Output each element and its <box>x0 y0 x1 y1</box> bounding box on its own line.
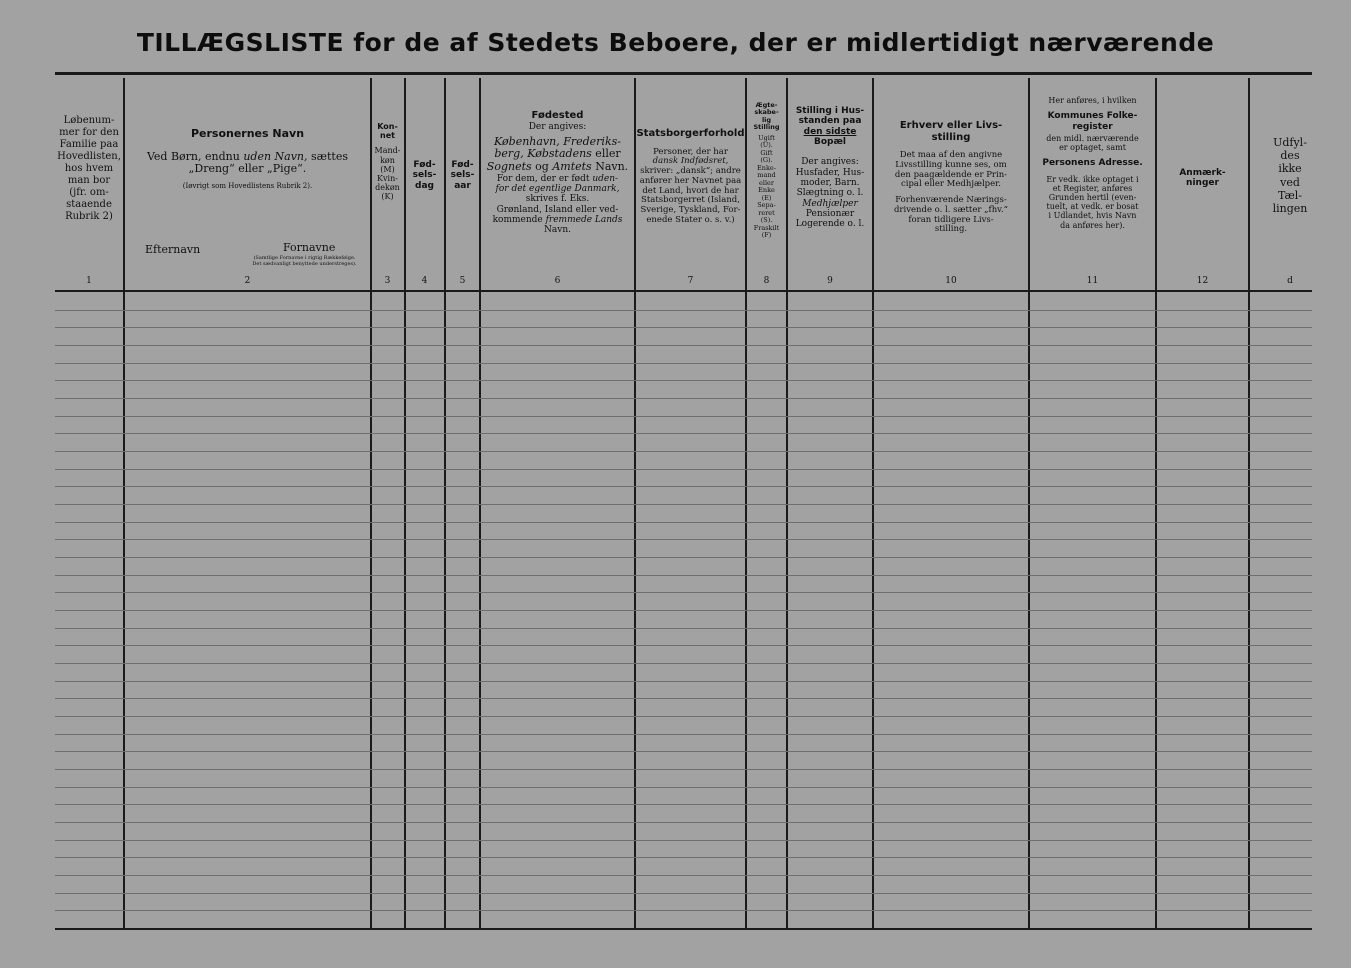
col-7-line: skriver: „dansk“; andre <box>640 166 741 177</box>
bottom-rule <box>55 928 1312 930</box>
col-7-line: Sverige, Tyskland, For- <box>640 205 741 216</box>
col-3-heading: Kon- <box>377 122 398 131</box>
col-6-line: skrives f. Eks. <box>525 194 590 205</box>
col-8-heading: skabe- <box>754 108 779 117</box>
col-2-line1: Ved Børn, endnu uden Navn, sættes <box>146 149 348 163</box>
col-3-line: (M) <box>380 164 395 174</box>
col-1-line: Løbenum- <box>63 115 115 126</box>
col-1-line: Rubrik 2) <box>65 211 113 222</box>
row-rule <box>55 822 1312 823</box>
row-rule <box>55 751 1312 752</box>
col-d-line: Udfyl- <box>1273 136 1307 149</box>
col-8-line: Sepa- <box>757 201 776 210</box>
row-rule <box>55 469 1312 470</box>
col-6-heading: Fødested <box>531 110 584 121</box>
col-9-heading: den sidste <box>803 126 857 137</box>
row-rule <box>55 698 1312 699</box>
row-rule <box>55 681 1312 682</box>
col-11-line: Grunden hertil (even- <box>1048 192 1137 202</box>
col-11-heading2: Personens Adresse. <box>1042 158 1143 169</box>
row-rule <box>55 734 1312 735</box>
col-4-header <box>405 160 444 360</box>
row-rule <box>55 910 1312 911</box>
col-8-line: reret <box>758 208 775 217</box>
col-number: d <box>1287 276 1293 286</box>
col-number: 8 <box>763 276 770 286</box>
col-6-header <box>481 110 634 270</box>
row-rule <box>55 486 1312 487</box>
row-rule <box>55 840 1312 841</box>
col-1-line: hos hvem <box>64 163 114 174</box>
col-4-heading: Fød- <box>413 160 436 170</box>
col-7-heading: Statsborgerforhold <box>636 128 745 139</box>
col-8-line: eller <box>759 178 774 187</box>
col-11-header <box>1030 96 1155 271</box>
col-3-line: køn <box>380 155 395 165</box>
col-4-heading: sels- <box>412 170 437 181</box>
col-11-heading: register <box>1072 121 1113 132</box>
row-rule <box>55 345 1312 346</box>
col-7-line: anfører her Navnet paa <box>639 175 742 186</box>
col-7-header <box>636 128 745 328</box>
row-rule <box>55 557 1312 558</box>
col-number: 2 <box>244 276 251 286</box>
col-6-line: berg, Købstadens eller <box>494 147 621 161</box>
col-11-line: er optaget, samt <box>1059 143 1126 153</box>
row-rule <box>55 875 1312 876</box>
row-rule <box>55 628 1312 629</box>
col-8-line: (S). <box>760 216 773 225</box>
col-11-line: et Register, anføres <box>1052 183 1133 193</box>
row-rule <box>55 398 1312 399</box>
col-10-line: Forhenværende Nærings- <box>895 195 1007 206</box>
col-6-line: Grønland, Island eller ved- <box>496 204 619 215</box>
col-8-header <box>747 102 786 272</box>
col-6-line: Navn. <box>544 225 571 236</box>
col-9-line: Pensionær <box>805 209 855 220</box>
col-10-line: cipal eller Medhjælper. <box>901 179 1001 190</box>
col-2-sub-efternavn: Efternavn <box>145 243 201 256</box>
col-4-heading: dag <box>415 180 434 191</box>
col-6-line: København, Frederiks- <box>494 134 621 148</box>
col-6-line: Sognets og Amtets Navn. <box>486 160 629 174</box>
col-8-line: Ugift <box>758 133 775 142</box>
col-8-line: Fraskilt <box>753 223 780 232</box>
row-rule <box>55 645 1312 646</box>
row-rule <box>55 893 1312 894</box>
col-11-line: i Udlandet, hvis Navn <box>1048 211 1137 221</box>
col-9-line: Der angives: <box>801 157 859 168</box>
col-1-line: Hovedlisten, <box>57 151 121 162</box>
col-number: 1 <box>86 276 92 286</box>
col-9-line: Medhjælper <box>802 198 858 209</box>
col-d-line: lingen <box>1272 201 1308 215</box>
col-8-heading: Ægte- <box>755 102 778 109</box>
col-9-line: Logerende o. l. <box>795 219 865 230</box>
row-rule <box>55 610 1312 611</box>
col-11-line: Er vedk. ikke optaget i <box>1046 174 1139 184</box>
top-rule <box>55 72 1312 75</box>
row-rule <box>55 433 1312 434</box>
col-8-line: (G). <box>760 156 773 165</box>
col-2-line3: (Iøvrigt som Hovedlistens Rubrik 2). <box>182 181 313 190</box>
row-rule <box>55 416 1312 417</box>
row-rule <box>55 769 1312 770</box>
col-11-line: den midl. nærværende <box>1046 133 1139 143</box>
col-7-line: det Land, hvori de har <box>642 185 739 196</box>
row-rule <box>55 522 1312 523</box>
row-rule <box>55 663 1312 664</box>
col-10-line: Livsstilling kunne ses, om <box>895 159 1007 170</box>
col-3-heading: net <box>380 131 395 141</box>
col-d-line: Tæl- <box>1277 188 1303 202</box>
col-11-line: tuelt, at vedk. er bosat <box>1046 202 1139 212</box>
col-5-header <box>446 160 479 360</box>
col-8-line: (E) <box>761 193 772 202</box>
col-11-heading: Kommunes Folke- <box>1047 111 1138 122</box>
col-number: 3 <box>384 276 391 286</box>
col-8-line: mand <box>757 171 776 180</box>
col-9-header <box>788 106 872 276</box>
col-1-line: man bor <box>67 175 111 186</box>
col-number: 7 <box>687 276 694 286</box>
col-11-top: Her anføres, i hvilken <box>1048 96 1137 105</box>
col-11-line: da anføres her). <box>1060 220 1125 230</box>
row-rule <box>55 451 1312 452</box>
row-rule <box>55 804 1312 805</box>
col-9-line: Husfader, Hus- <box>795 167 865 178</box>
col-5-heading: Fød- <box>451 160 474 170</box>
col-6-sub: Der angives: <box>528 121 587 132</box>
col-8-heading: lig <box>761 115 772 124</box>
col-2-note: (Samtlige Fornavne i rigtig Rækkefølge. Det sædvanligt benyttede understreges). <box>252 255 357 267</box>
col-number: 9 <box>827 276 833 286</box>
col-6-line: kommende fremmede Lands <box>492 215 623 226</box>
col-8-line: Enke <box>758 186 775 195</box>
col-d-line: ved <box>1280 175 1300 189</box>
col-3-header <box>371 122 404 322</box>
col-12-heading: ninger <box>1186 178 1219 189</box>
col-7-line: dansk Indfødsret, <box>652 156 729 167</box>
row-rule <box>55 787 1312 788</box>
col-number: 4 <box>421 276 428 286</box>
col-10-heading: stilling <box>931 131 971 143</box>
col-3-line: (K) <box>381 192 394 202</box>
col-10-line: den paagældende er Prin- <box>894 169 1008 180</box>
col-8-line: Enke- <box>757 163 776 172</box>
col-9-heading: Bopæl <box>813 137 846 148</box>
col-5-heading: sels- <box>450 170 475 181</box>
col-d-header <box>1250 136 1330 336</box>
row-rule <box>55 592 1312 593</box>
col-number: 5 <box>459 276 466 286</box>
col-number: 12 <box>1196 276 1209 286</box>
col-3-line: dekøn <box>375 183 400 193</box>
col-10-line: drivende o. l. sætter „fhv.“ <box>893 204 1009 215</box>
col-2-line2: „Dreng“ eller „Pige“. <box>188 162 307 176</box>
col-number: 11 <box>1086 276 1099 286</box>
col-9-line: Slægtning o. l. <box>796 188 864 199</box>
col-10-line: stilling. <box>934 224 968 235</box>
col-number: 6 <box>554 276 561 286</box>
row-rule <box>55 380 1312 381</box>
col-2-sub-fornavne: Fornavne <box>283 241 336 254</box>
col-9-heading: standen paa <box>798 116 862 127</box>
col-10-heading: Erhverv eller Livs- <box>899 120 1003 131</box>
col-10-line: foran tidligere Livs- <box>908 214 994 225</box>
col-1-line: (jfr. om- <box>69 187 109 198</box>
col-7-line: Personer, der har <box>653 146 728 157</box>
col-1-line: Familie paa <box>59 139 119 150</box>
row-rule <box>55 504 1312 505</box>
col-3-line: Mand- <box>374 146 401 156</box>
col-7-line: Statsborgerret (Island, <box>641 195 740 206</box>
col-1-line: mer for den <box>59 127 119 138</box>
col-8-heading: Stilling <box>753 123 780 132</box>
col-5-heading: aar <box>454 180 471 191</box>
row-rule <box>55 363 1312 364</box>
form-title: TILLÆGSLISTE for de af Stedets Beboere, der er midlertidigt nærværende <box>136 28 1215 57</box>
col-3-line: Kvin- <box>377 173 398 183</box>
col-9-heading: Stilling i Hus- <box>795 106 865 116</box>
col-8-line: (F) <box>761 230 772 239</box>
col-8-line: (U). <box>760 141 773 150</box>
row-rule <box>55 575 1312 576</box>
col-d-line: ikke <box>1278 162 1302 176</box>
col-number: 10 <box>945 276 957 286</box>
row-rule <box>55 716 1312 717</box>
col-12-header <box>1157 168 1248 368</box>
row-rule <box>55 539 1312 540</box>
col-10-header <box>874 120 1028 270</box>
col-1-line: staaende <box>66 199 112 210</box>
row-rule <box>55 857 1312 858</box>
col-12-heading: Anmærk- <box>1179 168 1226 178</box>
col-6-line: for det egentlige Danmark, <box>495 184 620 195</box>
col-d-line: des <box>1280 149 1300 163</box>
col-8-line: Gift <box>760 148 773 157</box>
col-10-line: Det maa af den angivne <box>899 150 1003 160</box>
col-6-line: For dem, der er født uden- <box>496 173 619 184</box>
col-7-line: enede Stater o. s. v.) <box>646 214 735 225</box>
col-2-heading: Personernes Navn <box>190 128 305 140</box>
col-9-line: moder, Barn. <box>800 178 860 189</box>
